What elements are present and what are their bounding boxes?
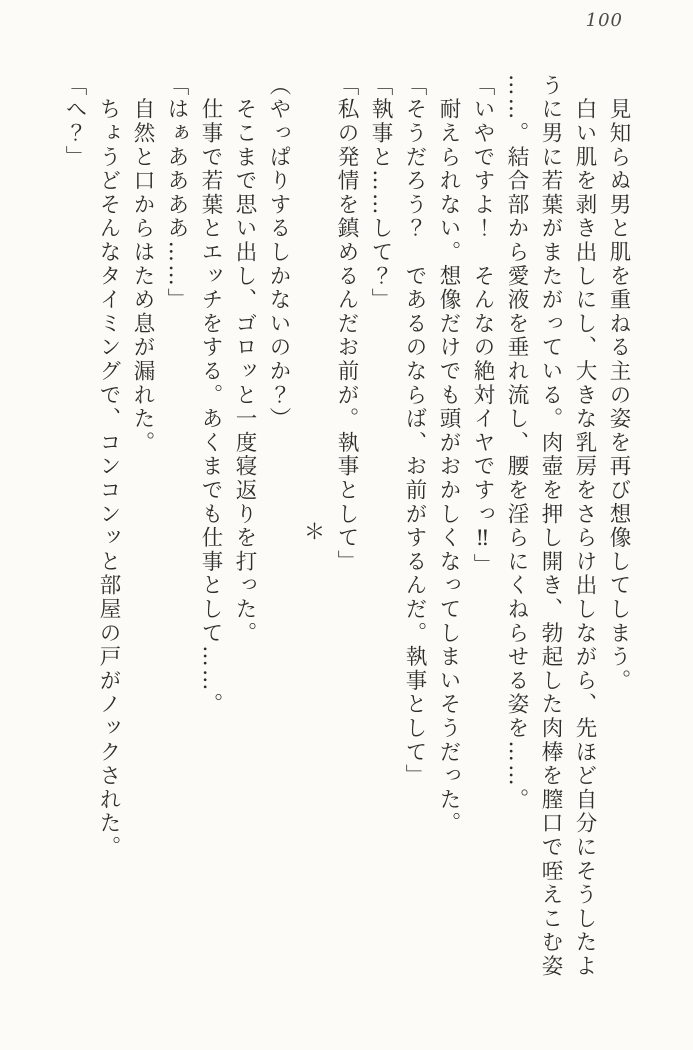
text-line: ちょうどそんなタイミングで、コンコンッと部屋の戸がノックされた。 <box>96 74 121 860</box>
text-line: うに男に若葉がまたがっている。肉壺を押し開き、勃起した肉棒を膣口で咥えこむ姿 <box>538 74 563 979</box>
text-line: そこまで思い出し、ゴロッと一度寝返りを打った。 <box>232 74 257 646</box>
text-line: 見知らぬ男と肌を重ねる主の姿を再び想像してしまう。 <box>606 74 631 693</box>
text-line: 「そうだろう？ であるのならば、お前がするんだ。執事として」 <box>402 74 427 788</box>
text-line: 「私の発情を鎮めるんだお前が。執事として」 <box>334 74 359 574</box>
text-line: ……。結合部から愛液を垂れ流し、腰を淫らにくねらせる姿を……。 <box>504 74 529 812</box>
text-line: 「いやですよ！ そんなの絶対イヤですっ‼」 <box>470 74 495 578</box>
text-line: 耐えられない。想像だけでも頭がおかしくなってしまいそうだった。 <box>436 74 461 836</box>
text-line: 「執事と……して？」 <box>368 74 393 312</box>
page-number: 100 <box>585 10 623 31</box>
text-line: （やっぱりするしかないのか？） <box>266 74 291 431</box>
text-line: 仕事で若葉とエッチをする。あくまでも仕事として……。 <box>198 74 223 717</box>
text-line: 白い肌を剥き出しにし、大きな乳房をさらけ出しながら、先ほど自分にそうしたよ <box>572 74 597 979</box>
text-line: 「へ？」 <box>62 74 87 170</box>
vertical-text-block <box>55 74 635 988</box>
text-line: 自然と口からはため息が漏れた。 <box>130 74 155 455</box>
section-separator-asterisk: ＊ <box>300 520 325 542</box>
text-line: 「はぁああああ……」 <box>164 74 189 312</box>
